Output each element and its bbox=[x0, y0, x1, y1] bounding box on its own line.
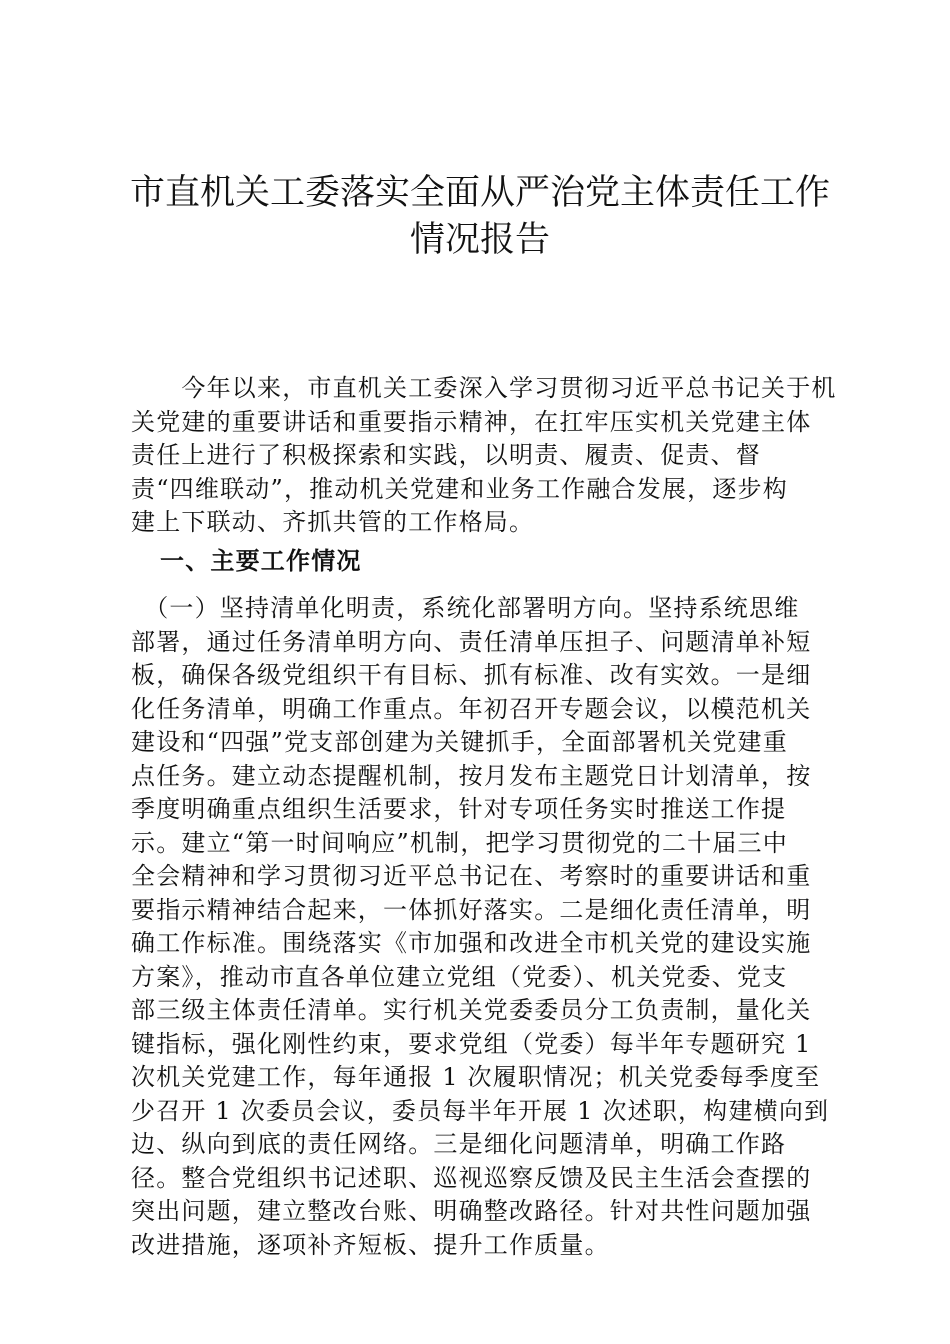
paragraph-line: 关党建的重要讲话和重要指示精神，在扛牢压实机关党建主体 bbox=[131, 407, 812, 436]
paragraph-line: 建上下联动、齐抓共管的工作格局。 bbox=[131, 508, 535, 536]
paragraph-line: 要指示精神结合起来，一体抓好落实。二是细化责任清单，明 bbox=[131, 895, 812, 924]
paragraph-line: 全会精神和学习贯彻习近平总书记在、考察时的重要讲话和重 bbox=[131, 862, 812, 890]
intro-paragraph bbox=[131, 372, 837, 540]
paragraph-line: 突出问题，建立整改台账、明确整改路径。针对共性问题加强 bbox=[131, 1197, 812, 1225]
paragraph-line: 径。整合党组织书记述职、巡视巡察反馈及民主生活会查摆的 bbox=[131, 1163, 812, 1192]
paragraph-line: 板，确保各级党组织干有目标、抓有标准、改有实效。一是细 bbox=[131, 661, 812, 689]
paragraph-line: 键指标，强化刚性约束，要求党组（党委）每半年专题研究 1 bbox=[131, 1029, 812, 1058]
paragraph-line: 化任务清单，明确工作重点。年初召开专题会议，以模范机关 bbox=[131, 694, 812, 723]
paragraph-line: 责“四维联动”，推动机关党建和业务工作融合发展，逐步构 bbox=[131, 474, 788, 503]
paragraph-line: 今年以来，市直机关工委深入学习贯彻习近平总书记关于机 bbox=[131, 374, 837, 402]
paragraph-line: 边、纵向到底的责任网络。三是细化问题清单，明确工作路 bbox=[131, 1130, 787, 1158]
section-paragraph bbox=[131, 592, 831, 1262]
title-line: 情况报告 bbox=[409, 220, 550, 260]
paragraph-line: 少召开 1 次委员会议，委员每半年开展 1 次述职，构建横向到 bbox=[131, 1096, 830, 1125]
paragraph-line: 责任上进行了积极探索和实践，以明责、履责、促责、督 bbox=[131, 441, 761, 469]
section-heading: 一、主要工作情况 bbox=[160, 546, 362, 575]
paragraph-line: 部三级主体责任清单。实行机关党委委员分工负责制，量化关 bbox=[131, 996, 812, 1024]
title-line: 市直机关工委落实全面从严治党主体责任工作 bbox=[129, 173, 830, 213]
paragraph-line: 方案》，推动市直各单位建立党组（党委）、机关党委、党支 bbox=[131, 962, 788, 991]
paragraph-line: 部署，通过任务清单明方向、责任清单压担子、问题清单补短 bbox=[131, 627, 812, 656]
document-title bbox=[110, 170, 850, 264]
paragraph-line: 次机关党建工作，每年通报 1 次履职情况；机关党委每季度至 bbox=[131, 1063, 821, 1091]
paragraph-line: 确工作标准。围绕落实《市加强和改进全市机关党的建设实施 bbox=[131, 929, 812, 957]
paragraph-line: 建设和“四强”党支部创建为关键抓手，全面部署机关党建重 bbox=[131, 728, 788, 756]
paragraph-line: 示。建立“第一时间响应”机制，把学习贯彻党的二十届三中 bbox=[131, 828, 788, 857]
paragraph-line: 季度明确重点组织生活要求，针对专项任务实时推送工作提 bbox=[131, 795, 787, 823]
paragraph-line: 改进措施，逐项补齐短板、提升工作质量。 bbox=[131, 1230, 610, 1259]
paragraph-line: 点任务。建立动态提醒机制，按月发布主题党日计划清单，按 bbox=[131, 761, 812, 790]
paragraph-line: （一）坚持清单化明责，系统化部署明方向。坚持系统思维 bbox=[131, 594, 800, 622]
